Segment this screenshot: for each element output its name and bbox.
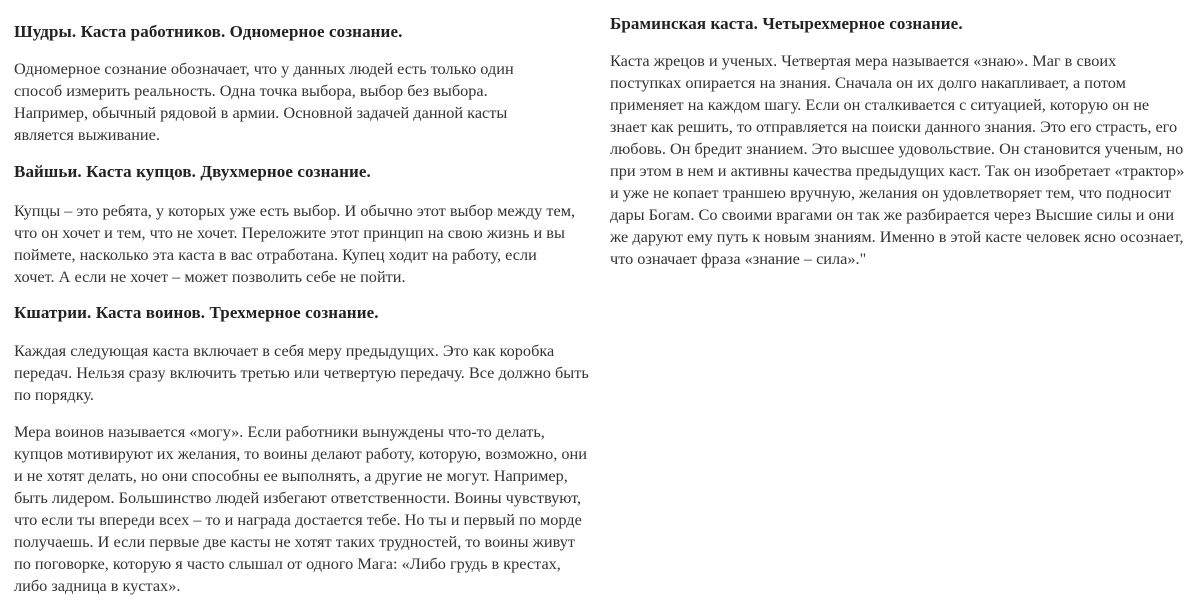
section-heading-vaishya: Вайшьи. Каста купцов. Двухмерное сознание. [14,162,371,181]
section-paragraph-shudra: Одномерное сознание обозначает, что у данных людей есть только один способ измерить реальность. Одна точка выбора, выбор без выбора. Например, обычный рядовой в армии. Основной задачей данной касты является выживание. [14,59,514,144]
section-heading-brahmin: Браминская каста. Четырехмерное сознание. [610,14,963,33]
section-paragraph-kshatriya-2: Мера воинов называется «могу». Если работники вынуждены что-то делать, купцов мотивируют их желания, то воины делают работу, которую, возможно, они и не хотят делать, но они способны ее выполнять, а другие не могут. Например, быть лидером. Большинство людей избегают ответственности. Воины чувствуют, что если ты впереди всех – то и награда достается тебе. Но ты и первый по морде получаешь. И если первые две касты не хотят таких трудностей, то воины живут по поговорке, которую я часто слышал от одного Мага: «Либо грудь в крестах, либо задница в кустах». [14,422,587,595]
section-paragraph-kshatriya-1: Каждая следующая каста включает в себя меру предыдущих. Это как коробка передач. Нельзя сразу включить третью или четвертую передачу. Все должно быть по порядку. [14,341,589,404]
section-heading-kshatriya: Кшатрии. Каста воинов. Трехмерное сознание. [14,303,379,322]
section-paragraph-vaishya: Купцы – это ребята, у которых уже есть выбор. И обычно этот выбор между тем, что он хочет и тем, что не хочет. Переложите этот принцип на свою жизнь и вы поймете, насколько эта каста в вас отработана. Купец ходит на работу, если хочет. А если не хочет – может позволить себе не пойти. [14,201,576,286]
section-paragraph-brahmin: Каста жрецов и ученых. Четвертая мера называется «знаю». Маг в своих поступках опирается на знания. Сначала он их долго накапливает, а потом применяет на каждом шагу. Если он сталкивается с ситуацией, которую он не знает как решить, то отправляется на поиски данного знания. Это его страсть, его любовь. Он бредит знанием. Это высшее удовольствие. Он становится ученым, но при этом в нем и активны качества предыдущих каст. Так он изобретает «трактор» и уже не копает траншею вручную, желания он удовлетворяет тем, что подносит дары Богам. Со своими врагами он так же разбирается через Высшие силы и они же даруют ему путь к новым знаниям. Именно в этой касте человек ясно осознает, что означает фраза «знание – сила»." [610,51,1185,268]
section-heading-shudra: Шудры. Каста работников. Одномерное сознание. [14,22,403,41]
